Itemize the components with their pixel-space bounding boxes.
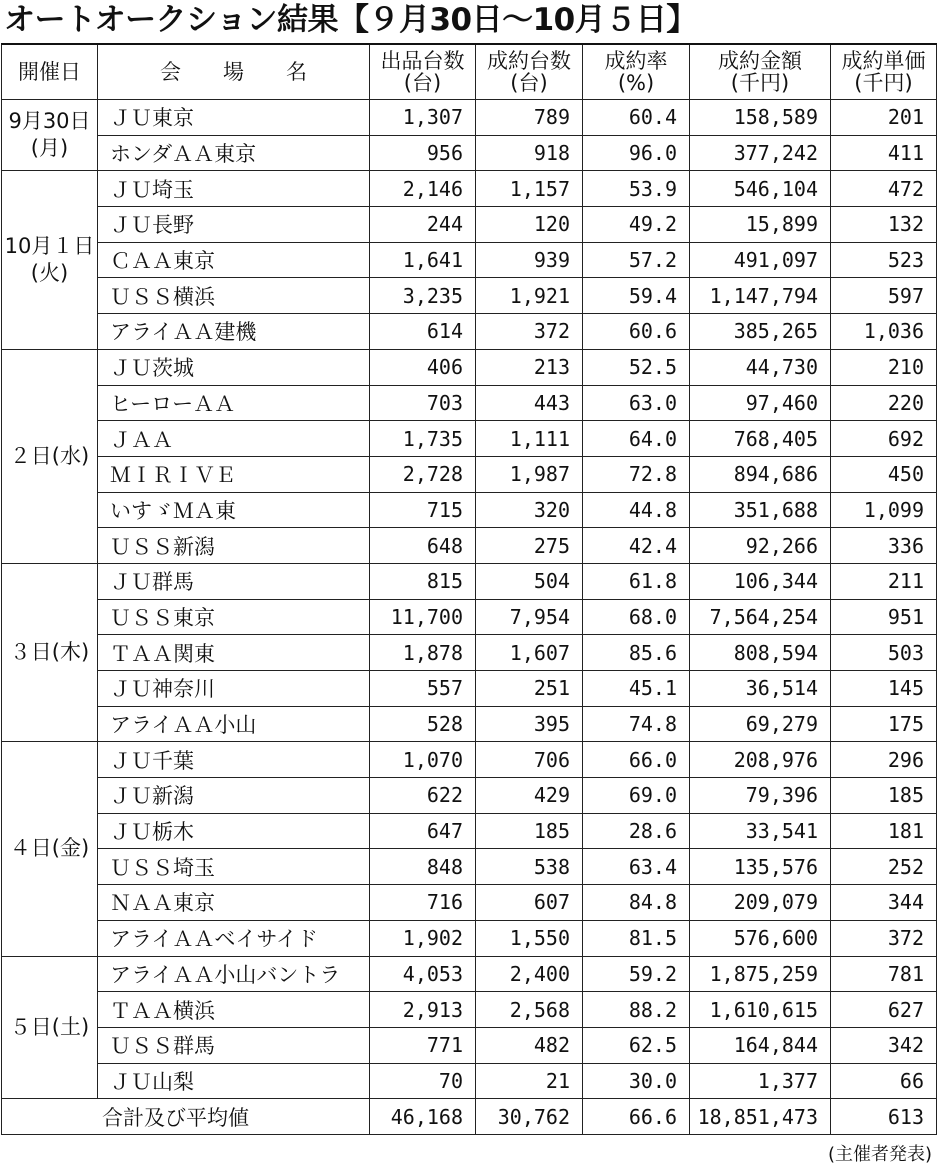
total-rate: 66.6 bbox=[583, 1099, 690, 1135]
unit-price: 201 bbox=[831, 100, 937, 136]
venue-name: ホンダＡＡ東京 bbox=[98, 135, 370, 171]
header-sold-label: 成約台数 bbox=[487, 48, 571, 73]
sold-count: 706 bbox=[476, 742, 583, 778]
listed-count: 815 bbox=[370, 563, 476, 599]
unit-price: 450 bbox=[831, 456, 937, 492]
table-row bbox=[2, 528, 937, 564]
sold-amount: 894,686 bbox=[690, 456, 831, 492]
venue-name: ＪＵ東京 bbox=[98, 100, 370, 136]
sold-count: 395 bbox=[476, 706, 583, 742]
total-amount: 18,851,473 bbox=[690, 1099, 831, 1135]
unit-price: 597 bbox=[831, 278, 937, 314]
header-amount bbox=[690, 44, 831, 100]
sold-amount: 164,844 bbox=[690, 1027, 831, 1063]
venue-name: ＵＳＳ横浜 bbox=[98, 278, 370, 314]
venue-name: ＮＡＡ東京 bbox=[98, 885, 370, 921]
venue-name: ＣＡＡ東京 bbox=[98, 242, 370, 278]
header-venue: 会 場 名 bbox=[98, 44, 370, 100]
results-body bbox=[2, 100, 937, 1099]
success-rate: 62.5 bbox=[583, 1027, 690, 1063]
unit-price: 145 bbox=[831, 671, 937, 707]
sold-count: 320 bbox=[476, 492, 583, 528]
table-row bbox=[2, 920, 937, 956]
listed-count: 622 bbox=[370, 778, 476, 814]
sold-count: 185 bbox=[476, 813, 583, 849]
venue-name: アライＡＡ建機 bbox=[98, 314, 370, 350]
unit-price: 181 bbox=[831, 813, 937, 849]
success-rate: 42.4 bbox=[583, 528, 690, 564]
unit-price: 692 bbox=[831, 421, 937, 457]
header-sold bbox=[476, 44, 583, 100]
table-row bbox=[2, 671, 937, 707]
table-row bbox=[2, 171, 937, 207]
unit-price: 211 bbox=[831, 563, 937, 599]
header-row bbox=[2, 44, 937, 100]
success-rate: 96.0 bbox=[583, 135, 690, 171]
venue-name: ＪＵ山梨 bbox=[98, 1063, 370, 1099]
success-rate: 49.2 bbox=[583, 207, 690, 243]
table-row bbox=[2, 314, 937, 350]
sold-count: 251 bbox=[476, 671, 583, 707]
venue-name: ＵＳＳ埼玉 bbox=[98, 849, 370, 885]
success-rate: 74.8 bbox=[583, 706, 690, 742]
header-amount-unit: (千円) bbox=[730, 71, 790, 95]
table-row bbox=[2, 742, 937, 778]
sold-count: 372 bbox=[476, 314, 583, 350]
success-rate: 84.8 bbox=[583, 885, 690, 921]
success-rate: 60.4 bbox=[583, 100, 690, 136]
listed-count: 715 bbox=[370, 492, 476, 528]
table-row bbox=[2, 778, 937, 814]
header-date: 開催日 bbox=[2, 44, 98, 100]
venue-name: ＪＵ長野 bbox=[98, 207, 370, 243]
listed-count: 1,902 bbox=[370, 920, 476, 956]
header-rate-unit: (%) bbox=[617, 71, 655, 95]
unit-price: 472 bbox=[831, 171, 937, 207]
listed-count: 2,146 bbox=[370, 171, 476, 207]
sold-count: 443 bbox=[476, 385, 583, 421]
success-rate: 66.0 bbox=[583, 742, 690, 778]
success-rate: 88.2 bbox=[583, 992, 690, 1028]
sold-count: 1,607 bbox=[476, 635, 583, 671]
table-row bbox=[2, 885, 937, 921]
session-date bbox=[2, 349, 98, 563]
total-unit-price: 613 bbox=[831, 1099, 937, 1135]
sold-count: 21 bbox=[476, 1063, 583, 1099]
unit-price: 66 bbox=[831, 1063, 937, 1099]
listed-count: 11,700 bbox=[370, 599, 476, 635]
session-date-line: ２日(水) bbox=[9, 443, 90, 468]
venue-name: ＪＵ千葉 bbox=[98, 742, 370, 778]
sold-amount: 7,564,254 bbox=[690, 599, 831, 635]
session-date bbox=[2, 742, 98, 956]
unit-price: 185 bbox=[831, 778, 937, 814]
listed-count: 1,070 bbox=[370, 742, 476, 778]
listed-count: 406 bbox=[370, 349, 476, 385]
listed-count: 2,913 bbox=[370, 992, 476, 1028]
sold-count: 1,987 bbox=[476, 456, 583, 492]
sold-count: 1,111 bbox=[476, 421, 583, 457]
header-unit-price bbox=[831, 44, 937, 100]
unit-price: 627 bbox=[831, 992, 937, 1028]
sold-count: 607 bbox=[476, 885, 583, 921]
session-date-line: 9月30日 bbox=[8, 108, 91, 133]
sold-count: 2,568 bbox=[476, 992, 583, 1028]
sold-amount: 1,610,615 bbox=[690, 992, 831, 1028]
venue-name: アライＡＡ小山 bbox=[98, 706, 370, 742]
sold-amount: 44,730 bbox=[690, 349, 831, 385]
venue-name: ＪＵ新潟 bbox=[98, 778, 370, 814]
unit-price: 411 bbox=[831, 135, 937, 171]
success-rate: 59.4 bbox=[583, 278, 690, 314]
session-date-line: ３日(木) bbox=[9, 640, 90, 664]
listed-count: 1,307 bbox=[370, 100, 476, 136]
table-row bbox=[2, 135, 937, 171]
session-date-line: ４日(金) bbox=[9, 836, 90, 861]
table-row bbox=[2, 599, 937, 635]
sold-count: 939 bbox=[476, 242, 583, 278]
auction-results-table bbox=[1, 43, 937, 1135]
success-rate: 45.1 bbox=[583, 671, 690, 707]
unit-price: 336 bbox=[831, 528, 937, 564]
unit-price: 252 bbox=[831, 849, 937, 885]
sold-amount: 351,688 bbox=[690, 492, 831, 528]
success-rate: 61.8 bbox=[583, 563, 690, 599]
sold-amount: 69,279 bbox=[690, 706, 831, 742]
sold-count: 918 bbox=[476, 135, 583, 171]
sold-amount: 33,541 bbox=[690, 813, 831, 849]
venue-name: ＴＡＡ横浜 bbox=[98, 992, 370, 1028]
venue-name: ＪＵ埼玉 bbox=[98, 171, 370, 207]
table-row bbox=[2, 278, 937, 314]
sold-amount: 158,589 bbox=[690, 100, 831, 136]
total-row bbox=[2, 1099, 937, 1135]
listed-count: 647 bbox=[370, 813, 476, 849]
success-rate: 28.6 bbox=[583, 813, 690, 849]
unit-price: 951 bbox=[831, 599, 937, 635]
unit-price: 344 bbox=[831, 885, 937, 921]
header-rate bbox=[583, 44, 690, 100]
header-unit-price-label: 成約単価 bbox=[841, 48, 926, 73]
venue-name: ＪＵ栃木 bbox=[98, 813, 370, 849]
sold-amount: 768,405 bbox=[690, 421, 831, 457]
unit-price: 523 bbox=[831, 242, 937, 278]
success-rate: 63.0 bbox=[583, 385, 690, 421]
sold-count: 1,921 bbox=[476, 278, 583, 314]
success-rate: 44.8 bbox=[583, 492, 690, 528]
venue-name: アライＡＡベイサイド bbox=[98, 920, 370, 956]
sold-amount: 36,514 bbox=[690, 671, 831, 707]
table-row bbox=[2, 100, 937, 136]
listed-count: 244 bbox=[370, 207, 476, 243]
sold-count: 538 bbox=[476, 849, 583, 885]
total-listed: 46,168 bbox=[370, 1099, 476, 1135]
sold-count: 120 bbox=[476, 207, 583, 243]
venue-name: ＪＵ神奈川 bbox=[98, 671, 370, 707]
unit-price: 1,036 bbox=[831, 314, 937, 350]
success-rate: 72.8 bbox=[583, 456, 690, 492]
success-rate: 57.2 bbox=[583, 242, 690, 278]
sold-amount: 491,097 bbox=[690, 242, 831, 278]
success-rate: 85.6 bbox=[583, 635, 690, 671]
source-note: (主催者発表) bbox=[827, 1144, 932, 1165]
listed-count: 703 bbox=[370, 385, 476, 421]
sold-amount: 208,976 bbox=[690, 742, 831, 778]
listed-count: 1,641 bbox=[370, 242, 476, 278]
venue-name: ＪＵ茨城 bbox=[98, 349, 370, 385]
session-date-line: 10月１日 bbox=[4, 233, 95, 258]
table-row bbox=[2, 563, 937, 599]
table-row bbox=[2, 242, 937, 278]
sold-amount: 808,594 bbox=[690, 635, 831, 671]
sold-count: 504 bbox=[476, 563, 583, 599]
sold-amount: 546,104 bbox=[690, 171, 831, 207]
unit-price: 342 bbox=[831, 1027, 937, 1063]
table-row bbox=[2, 956, 937, 992]
sold-count: 213 bbox=[476, 349, 583, 385]
header-listed-label: 出品台数 bbox=[380, 48, 465, 73]
sold-amount: 377,242 bbox=[690, 135, 831, 171]
table-row bbox=[2, 992, 937, 1028]
sold-count: 2,400 bbox=[476, 956, 583, 992]
header-sold-unit: (台) bbox=[510, 71, 548, 95]
listed-count: 1,878 bbox=[370, 635, 476, 671]
success-rate: 69.0 bbox=[583, 778, 690, 814]
session-date bbox=[2, 171, 98, 349]
venue-name: ＪＵ群馬 bbox=[98, 563, 370, 599]
table-row bbox=[2, 635, 937, 671]
session-date bbox=[2, 956, 98, 1099]
unit-price: 503 bbox=[831, 635, 937, 671]
venue-name: ヒーローＡＡ bbox=[98, 385, 370, 421]
table-row bbox=[2, 421, 937, 457]
venue-name: ＵＳＳ新潟 bbox=[98, 528, 370, 564]
unit-price: 372 bbox=[831, 920, 937, 956]
session-date bbox=[2, 100, 98, 171]
table-row bbox=[2, 706, 937, 742]
sold-amount: 576,600 bbox=[690, 920, 831, 956]
unit-price: 296 bbox=[831, 742, 937, 778]
venue-name: いすゞＭＡ東 bbox=[98, 492, 370, 528]
session-date bbox=[2, 563, 98, 741]
table-row bbox=[2, 1063, 937, 1099]
success-rate: 30.0 bbox=[583, 1063, 690, 1099]
success-rate: 60.6 bbox=[583, 314, 690, 350]
table-row bbox=[2, 385, 937, 421]
venue-name: ＴＡＡ関東 bbox=[98, 635, 370, 671]
listed-count: 3,235 bbox=[370, 278, 476, 314]
table-row bbox=[2, 492, 937, 528]
header-rate-label: 成約率 bbox=[604, 48, 668, 73]
table-row bbox=[2, 813, 937, 849]
header-listed bbox=[370, 44, 476, 100]
venue-name: ＵＳＳ東京 bbox=[98, 599, 370, 635]
sold-count: 482 bbox=[476, 1027, 583, 1063]
listed-count: 648 bbox=[370, 528, 476, 564]
success-rate: 53.9 bbox=[583, 171, 690, 207]
venue-name: ＭＩＲＩＶＥ bbox=[98, 456, 370, 492]
success-rate: 81.5 bbox=[583, 920, 690, 956]
listed-count: 2,728 bbox=[370, 456, 476, 492]
session-date-line: (月) bbox=[30, 136, 69, 161]
listed-count: 1,735 bbox=[370, 421, 476, 457]
venue-name: ＵＳＳ群馬 bbox=[98, 1027, 370, 1063]
table-row bbox=[2, 849, 937, 885]
table-row bbox=[2, 456, 937, 492]
sold-count: 789 bbox=[476, 100, 583, 136]
sold-count: 429 bbox=[476, 778, 583, 814]
listed-count: 557 bbox=[370, 671, 476, 707]
table-row bbox=[2, 1027, 937, 1063]
unit-price: 210 bbox=[831, 349, 937, 385]
listed-count: 70 bbox=[370, 1063, 476, 1099]
session-date-line: ５日(土) bbox=[9, 1014, 90, 1039]
listed-count: 771 bbox=[370, 1027, 476, 1063]
session-date-line: (火) bbox=[30, 261, 69, 286]
sold-amount: 1,377 bbox=[690, 1063, 831, 1099]
sold-amount: 209,079 bbox=[690, 885, 831, 921]
sold-count: 275 bbox=[476, 528, 583, 564]
listed-count: 614 bbox=[370, 314, 476, 350]
unit-price: 132 bbox=[831, 207, 937, 243]
table-row bbox=[2, 207, 937, 243]
sold-count: 1,157 bbox=[476, 171, 583, 207]
sold-amount: 92,266 bbox=[690, 528, 831, 564]
sold-count: 1,550 bbox=[476, 920, 583, 956]
table-row bbox=[2, 349, 937, 385]
venue-name: ＪＡＡ bbox=[98, 421, 370, 457]
sold-amount: 135,576 bbox=[690, 849, 831, 885]
sold-amount: 106,344 bbox=[690, 563, 831, 599]
page-title: オートオークション結果【９月30日～10月５日】 bbox=[4, 2, 697, 38]
header-unit-price-unit: (千円) bbox=[854, 71, 913, 95]
sold-amount: 15,899 bbox=[690, 207, 831, 243]
total-label: 合計及び平均値 bbox=[2, 1099, 370, 1135]
success-rate: 63.4 bbox=[583, 849, 690, 885]
sold-amount: 79,396 bbox=[690, 778, 831, 814]
header-listed-unit: (台) bbox=[403, 71, 442, 95]
sold-amount: 385,265 bbox=[690, 314, 831, 350]
sold-amount: 1,147,794 bbox=[690, 278, 831, 314]
unit-price: 220 bbox=[831, 385, 937, 421]
total-sold: 30,762 bbox=[476, 1099, 583, 1135]
venue-name: アライＡＡ小山バントラ bbox=[98, 956, 370, 992]
listed-count: 716 bbox=[370, 885, 476, 921]
unit-price: 175 bbox=[831, 706, 937, 742]
listed-count: 4,053 bbox=[370, 956, 476, 992]
success-rate: 59.2 bbox=[583, 956, 690, 992]
header-amount-label: 成約金額 bbox=[718, 48, 802, 73]
unit-price: 1,099 bbox=[831, 492, 937, 528]
listed-count: 956 bbox=[370, 135, 476, 171]
sold-amount: 97,460 bbox=[690, 385, 831, 421]
success-rate: 52.5 bbox=[583, 349, 690, 385]
listed-count: 528 bbox=[370, 706, 476, 742]
listed-count: 848 bbox=[370, 849, 476, 885]
unit-price: 781 bbox=[831, 956, 937, 992]
sold-count: 7,954 bbox=[476, 599, 583, 635]
sold-amount: 1,875,259 bbox=[690, 956, 831, 992]
success-rate: 68.0 bbox=[583, 599, 690, 635]
success-rate: 64.0 bbox=[583, 421, 690, 457]
